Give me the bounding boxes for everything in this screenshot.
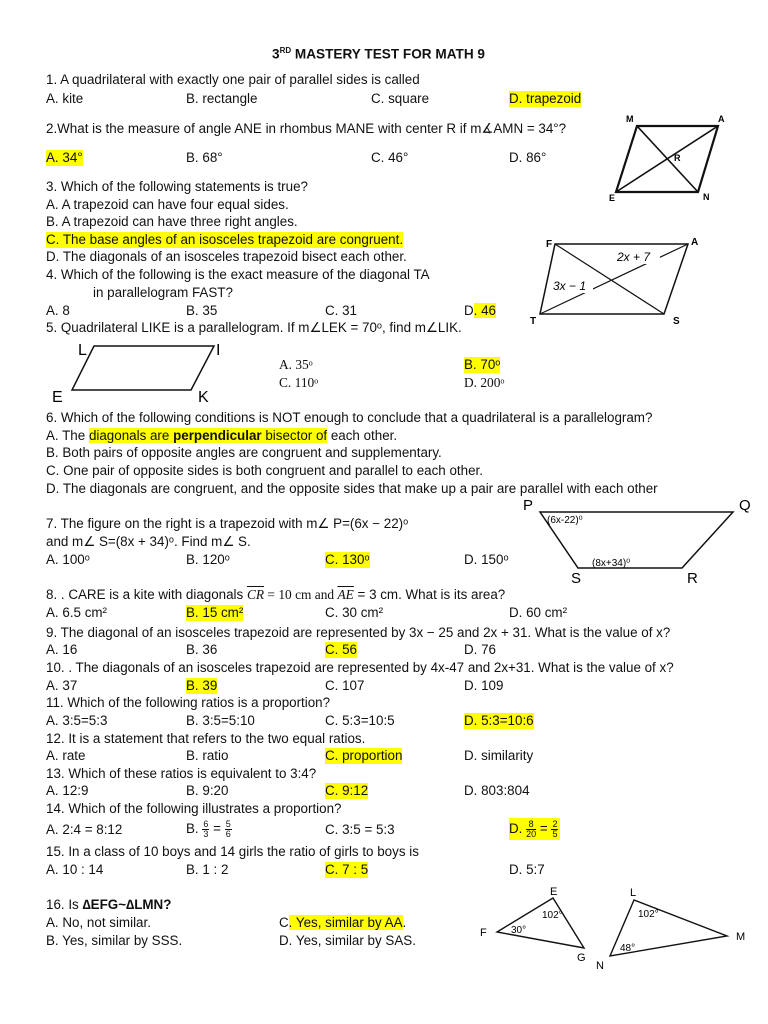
q14-b-fraction-2 <box>225 820 232 839</box>
q14-option-d-answer <box>509 818 560 840</box>
vertex-q-label: Q <box>739 497 751 514</box>
angle-f-label: 30° <box>511 925 527 936</box>
q14-b-equals: = <box>213 821 221 836</box>
q16-option-a: A. No, not similar. <box>46 915 151 930</box>
q6-option-b: B. Both pairs of opposite angles are congruent and supplementary. <box>46 445 442 460</box>
q16-c-text: . Yes, similar by AA <box>288 915 403 930</box>
question-10: 10. . The diagonals of an isosceles trapezoid are represented by 4x-47 and 2x+31. What is the value of x? <box>46 660 674 675</box>
title-text: MASTERY TEST FOR MATH 9 <box>291 46 485 62</box>
q2-option-b: B. 68° <box>186 150 223 165</box>
vertex-p-label: P <box>523 497 534 514</box>
q14-d-fraction-1 <box>526 820 536 839</box>
title-superscript: RD <box>279 46 292 55</box>
angle-s-label: (8x+34)⁰ <box>592 558 631 569</box>
q4-option-d-answer <box>464 303 496 319</box>
question-6: 6. Which of the following conditions is NOT enough to conclude that a quadrilateral is a parallelogram? <box>46 410 653 425</box>
triangle-lmn-figure <box>590 884 755 974</box>
q9-option-a: A. 16 <box>46 642 78 657</box>
vertex-r-label: R <box>687 570 698 587</box>
q10-option-d: D. 109 <box>464 678 504 693</box>
trapezoid-pqrs-figure <box>515 494 760 590</box>
q12-option-b: B. ratio <box>186 748 229 763</box>
question-4-line-2: in parallelogram FAST? <box>93 285 233 300</box>
q3-option-c-answer: C. The base angles of an isosceles trapezoid are congruent. <box>46 232 404 247</box>
q16-option-b: B. Yes, similar by SSS. <box>46 933 183 948</box>
q8-option-c: C. 30 cm² <box>325 605 384 620</box>
q3-option-d: D. The diagonals of an isosceles trapezoid bisect each other. <box>46 249 407 264</box>
q8-segment-ae: $\overline{AE}$ <box>337 587 354 602</box>
question-8 <box>46 587 505 603</box>
q8-segment-cr: $\overline{CR}$ <box>246 587 265 602</box>
q11-option-b: B. 3:5=5:10 <box>186 713 255 728</box>
q6-option-a-answer <box>46 428 397 444</box>
q10-option-c: C. 107 <box>325 678 365 693</box>
q9-option-c-answer: C. 56 <box>325 642 358 657</box>
q6-a-highlight-1: diagonals are <box>88 428 174 443</box>
center-r-label: R <box>674 153 681 163</box>
q2-option-c: C. 46° <box>371 150 409 165</box>
q3-option-b: B. A trapezoid can have three right angles. <box>46 214 298 229</box>
q6-a-prefix: A. The <box>46 428 89 443</box>
q1-option-c: C. square <box>371 91 430 106</box>
vertex-l-label: L <box>78 342 87 359</box>
angle-p-label: (6x-22)⁰ <box>547 515 583 526</box>
question-11: 11. Which of the following ratios is a proportion? <box>46 695 331 710</box>
vertex-n-label: N <box>596 960 604 972</box>
q8-suffix: = 3 cm. What is its area? <box>353 587 506 602</box>
q13-option-c-answer: C. 9:12 <box>325 783 369 798</box>
q4-d-value: . 46 <box>473 303 497 318</box>
q8-prefix: 8. . CARE is a kite with diagonals <box>46 587 247 602</box>
q15-option-b: B. 1 : 2 <box>186 862 229 877</box>
q14-b-fraction-1 <box>202 820 209 839</box>
q14-option-b <box>186 818 232 840</box>
question-16 <box>46 897 171 913</box>
vertex-e-label: E <box>52 389 63 406</box>
q4-option-a: A. 8 <box>46 303 70 318</box>
q14-option-c: C. 3:5 = 5:3 <box>325 822 395 837</box>
triangle-efg-figure <box>474 884 594 966</box>
q14-option-a: A. 2:4 = 8:12 <box>46 822 123 837</box>
q14-d-num-1: 8 <box>526 820 536 830</box>
q10-option-b-answer: B. 39 <box>186 678 218 693</box>
q7-option-b: B. 120ᵒ <box>186 552 230 567</box>
vertex-f-label: F <box>546 239 553 250</box>
vertex-e-label: E <box>550 886 558 898</box>
q15-option-c-answer: C. 7 : 5 <box>325 862 369 877</box>
q5-option-b-answer: B. 70ᵒ <box>464 357 501 372</box>
vertex-n-label: N <box>703 192 710 202</box>
q15-option-d: D. 5:7 <box>509 862 545 877</box>
q6-a-bold-keyword: perpendicular <box>173 428 262 443</box>
q4-option-b: B. 35 <box>186 303 218 318</box>
question-1: 1. A quadrilateral with exactly one pair of parallel sides is called <box>46 72 420 87</box>
q1-option-d-answer: D. trapezoid <box>509 91 582 106</box>
q14-d-num-2: 2 <box>552 818 558 829</box>
q16-similarity-statement: ∆EFG~∆LMN? <box>82 897 172 912</box>
segment-label-2x-plus-7: 2x + 7 <box>617 250 651 264</box>
q3-option-a: A. A trapezoid can have four equal sides. <box>46 197 289 212</box>
q6-a-suffix: each other. <box>327 428 398 443</box>
question-12: 12. It is a statement that refers to the two equal ratios. <box>46 731 366 746</box>
rhombus-mane-figure <box>600 108 750 208</box>
q4-d-letter: D <box>464 303 474 318</box>
vertex-a-label: A <box>691 237 699 248</box>
q1-option-b: B. rectangle <box>186 91 258 106</box>
q8-middle: = 10 cm and <box>264 587 338 602</box>
q14-b-letter: B. <box>186 821 199 836</box>
page-title <box>272 43 485 63</box>
q7-option-d: D. 150ᵒ <box>464 552 509 567</box>
vertex-t-label: T <box>530 316 537 327</box>
q12-option-d: D. similarity <box>464 748 534 763</box>
q14-d-equals: = <box>539 821 548 836</box>
q9-option-d: D. 76 <box>464 642 497 657</box>
q8-option-d: D. 60 cm² <box>509 605 568 620</box>
q10-option-a: A. 37 <box>46 678 78 693</box>
q16-prefix: 16. Is <box>46 897 83 912</box>
q11-option-d-answer: D. 5:3=10:6 <box>464 713 534 728</box>
question-5: 5. Quadrilateral LIKE is a parallelogram. If m∠LEK = 70ᵒ, find m∠LIK. <box>46 320 462 335</box>
q14-b-den-2: 6 <box>225 828 231 839</box>
vertex-a-label: A <box>718 114 725 124</box>
question-14: 14. Which of the following illustrates a proportion? <box>46 801 342 816</box>
q5-option-d: D. 200ᵒ <box>464 375 505 390</box>
question-15: 15. In a class of 10 boys and 14 girls the ratio of girls to boys is <box>46 844 419 859</box>
q13-option-d: D. 803:804 <box>464 783 530 798</box>
vertex-e-label: E <box>609 193 616 203</box>
q6-option-c: C. One pair of opposite sides is both congruent and parallel to each other. <box>46 463 483 478</box>
q14-d-letter: D. <box>509 821 523 836</box>
q16-option-d: D. Yes, similar by SAS. <box>279 933 416 948</box>
vertex-i-label: I <box>216 342 221 359</box>
q12-option-c-answer: C. proportion <box>325 748 403 763</box>
q15-option-a: A. 10 : 14 <box>46 862 104 877</box>
angle-l-label: 102° <box>638 909 659 920</box>
q14-d-den-2: 5 <box>552 828 558 839</box>
q5-option-a: A. 35ᵒ <box>279 357 313 372</box>
question-7-line-2: and m∠ S=(8x + 34)ᵒ. Find m∠ S. <box>46 534 251 549</box>
q11-option-c: C. 5:3=10:5 <box>325 713 395 728</box>
q2-option-a-answer: A. 34° <box>46 150 83 165</box>
q2-option-d: D. 86° <box>509 150 547 165</box>
vertex-m-label: M <box>736 931 746 943</box>
q16-c-period: . <box>402 915 407 930</box>
q14-d-den-1: 20 <box>526 828 537 839</box>
q14-b-den-1: 3 <box>203 828 209 839</box>
q6-option-d: D. The diagonals are congruent, and the opposite sides that make up a pair are parallel with each other <box>46 481 658 496</box>
q11-option-a: A. 3:5=5:3 <box>46 713 108 728</box>
q13-option-a: A. 12:9 <box>46 783 89 798</box>
q8-option-b-answer: B. 15 cm² <box>186 605 244 620</box>
vertex-g-label: G <box>577 952 586 964</box>
q13-option-b: B. 9:20 <box>186 783 229 798</box>
vertex-s-label: S <box>571 570 582 587</box>
q16-c-letter: C <box>279 915 289 930</box>
q7-option-c-answer: C. 130ᵒ <box>325 552 370 567</box>
vertex-s-label: S <box>673 316 680 327</box>
parallelogram-fast-figure <box>530 230 710 330</box>
question-13: 13. Which of these ratios is equivalent to 3:4? <box>46 766 317 781</box>
vertex-l-label: L <box>630 887 637 899</box>
angle-e-label: 102° <box>542 910 563 921</box>
question-7: 7. The figure on the right is a trapezoid with m∠ P=(6x − 22)ᵒ <box>46 516 409 531</box>
question-3: 3. Which of the following statements is true? <box>46 179 308 194</box>
vertex-k-label: K <box>198 389 209 406</box>
q6-a-highlight-2: bisector of <box>261 428 328 443</box>
q14-d-fraction-2 <box>551 820 558 839</box>
q4-option-c: C. 31 <box>325 303 358 318</box>
question-4: 4. Which of the following is the exact measure of the diagonal TA <box>46 267 430 282</box>
vertex-m-label: M <box>626 114 634 124</box>
q1-option-a: A. kite <box>46 91 84 106</box>
vertex-f-label: F <box>480 927 487 939</box>
q5-option-c: C. 110ᵒ <box>279 375 319 390</box>
q12-option-a: A. rate <box>46 748 86 763</box>
q7-option-a: A. 100ᵒ <box>46 552 90 567</box>
question-2: 2.What is the measure of angle ANE in rhombus MANE with center R if m∡AMN = 34°? <box>46 121 567 136</box>
q14-b-num-2: 5 <box>225 818 231 829</box>
title-number: 3 <box>272 46 280 62</box>
q14-b-num-1: 6 <box>203 818 209 829</box>
q16-option-c-answer <box>279 915 406 931</box>
q9-option-b: B. 36 <box>186 642 218 657</box>
angle-n-label: 48° <box>620 943 636 954</box>
segment-label-3x-minus-1: 3x − 1 <box>553 279 587 293</box>
q8-option-a: A. 6.5 cm² <box>46 605 108 620</box>
question-9: 9. The diagonal of an isosceles trapezoid are represented by 3x − 25 and 2x + 31. What is the value of x? <box>46 625 671 640</box>
parallelogram-like-figure <box>50 338 230 410</box>
